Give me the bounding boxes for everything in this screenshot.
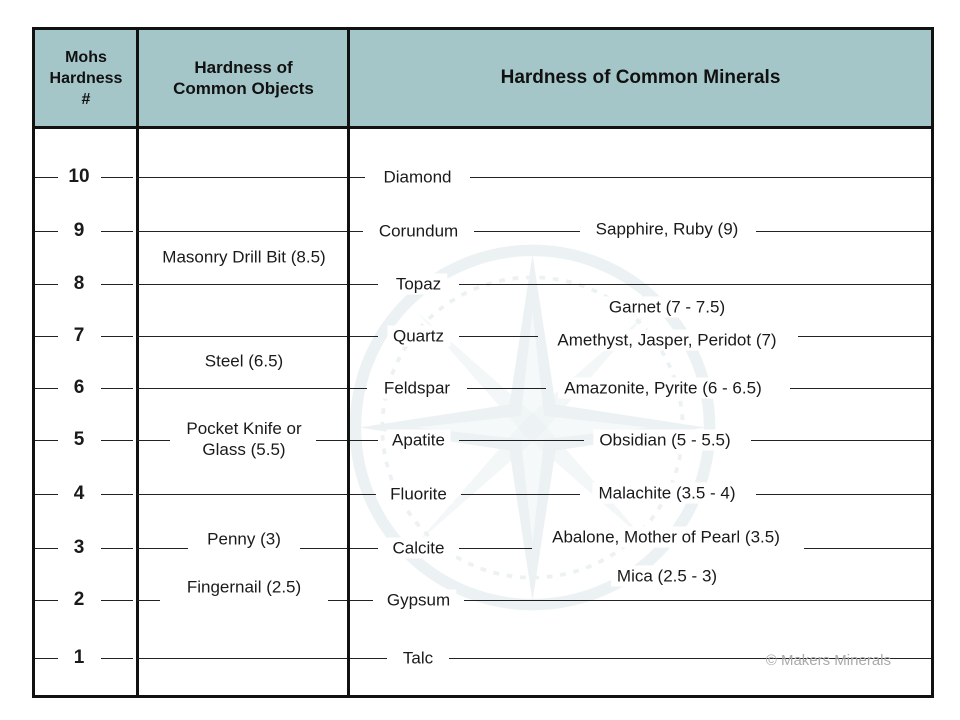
minerals-rule <box>474 231 580 232</box>
mineral-example-label: Malachite (3.5 - 4) <box>593 483 742 504</box>
mineral-name: Feldspar <box>378 378 456 399</box>
header-objects-line2: Common Objects <box>173 79 314 98</box>
objects-rule <box>137 388 347 389</box>
mineral-name: Quartz <box>387 326 450 347</box>
mohs-number: 6 <box>73 377 85 398</box>
minerals-rule <box>350 284 378 285</box>
minerals-rule <box>464 600 931 601</box>
objects-rule <box>300 548 347 549</box>
mineral-example-label: Amazonite, Pyrite (6 - 6.5) <box>558 378 767 399</box>
minerals-rule <box>470 177 931 178</box>
common-object-label: Steel (6.5) <box>199 351 289 372</box>
mineral-example-label: Garnet (7 - 7.5) <box>603 297 731 318</box>
mineral-example-label: Mica (2.5 - 3) <box>611 566 723 587</box>
minerals-rule <box>756 231 931 232</box>
minerals-rule <box>350 548 378 549</box>
minerals-rule <box>350 658 387 659</box>
common-object-label: Penny (3) <box>201 529 287 550</box>
mohs-number: 5 <box>73 429 85 450</box>
header-common-minerals <box>350 30 931 126</box>
objects-rule <box>137 177 347 178</box>
objects-rule <box>316 440 347 441</box>
common-object-label: Fingernail (2.5) <box>181 577 307 598</box>
header-common-objects <box>139 30 348 126</box>
mohs-number: 4 <box>73 483 85 504</box>
mohs-number: 3 <box>73 537 85 558</box>
minerals-rule <box>350 231 363 232</box>
mineral-name: Fluorite <box>384 484 453 505</box>
mohs-number: 1 <box>73 647 85 668</box>
objects-rule <box>328 600 347 601</box>
minerals-rule <box>350 388 367 389</box>
mineral-name: Gypsum <box>381 590 456 611</box>
minerals-rule <box>350 600 373 601</box>
objects-rule <box>137 600 160 601</box>
mohs-number: 8 <box>73 273 85 294</box>
objects-rule <box>137 231 347 232</box>
minerals-rule <box>350 336 378 337</box>
mineral-name: Calcite <box>387 538 451 559</box>
minerals-rule <box>459 440 584 441</box>
objects-rule <box>137 336 347 337</box>
header-mohs-line3: # <box>81 90 91 108</box>
minerals-rule <box>467 388 546 389</box>
common-object-label: Pocket Knife or Glass (5.5) <box>180 418 307 460</box>
objects-rule <box>137 494 347 495</box>
common-object-label: Masonry Drill Bit (8.5) <box>156 247 331 268</box>
mineral-example-label: Abalone, Mother of Pearl (3.5) <box>546 527 786 548</box>
mineral-example-label: Sapphire, Ruby (9) <box>590 219 745 240</box>
mineral-name: Topaz <box>390 274 447 295</box>
minerals-rule <box>798 336 931 337</box>
objects-rule <box>137 284 347 285</box>
minerals-rule <box>350 494 376 495</box>
minerals-rule <box>804 548 931 549</box>
mineral-name: Apatite <box>386 430 451 451</box>
minerals-rule <box>756 494 931 495</box>
objects-rule <box>137 548 188 549</box>
minerals-rule <box>459 284 931 285</box>
minerals-rule <box>459 548 532 549</box>
minerals-rule <box>751 440 931 441</box>
mohs-number: 2 <box>73 589 85 610</box>
mineral-example-label: Obsidian (5 - 5.5) <box>593 430 736 451</box>
header-mohs-number <box>35 30 137 126</box>
mohs-number: 7 <box>73 325 85 346</box>
minerals-rule <box>350 440 378 441</box>
mineral-name: Talc <box>397 648 439 669</box>
mineral-name: Corundum <box>373 221 464 242</box>
minerals-rule <box>790 388 931 389</box>
header-objects-line1: Hardness of <box>194 58 293 77</box>
header-mohs-line2: Hardness <box>49 69 123 87</box>
mohs-number: 10 <box>68 166 90 187</box>
mohs-number: 9 <box>73 220 85 241</box>
minerals-rule <box>459 336 538 337</box>
minerals-rule <box>350 177 365 178</box>
objects-rule <box>137 440 170 441</box>
copyright-text: © Makers Minerals <box>765 652 891 669</box>
mineral-name: Diamond <box>377 167 457 188</box>
mineral-example-label: Amethyst, Jasper, Peridot (7) <box>551 330 782 351</box>
header-mohs-line1: Mohs <box>65 48 107 66</box>
objects-rule <box>137 658 347 659</box>
hardness-chart <box>32 27 934 698</box>
header-minerals-text: Hardness of Common Minerals <box>500 67 781 88</box>
column-divider-1 <box>136 30 139 695</box>
minerals-rule <box>461 494 580 495</box>
